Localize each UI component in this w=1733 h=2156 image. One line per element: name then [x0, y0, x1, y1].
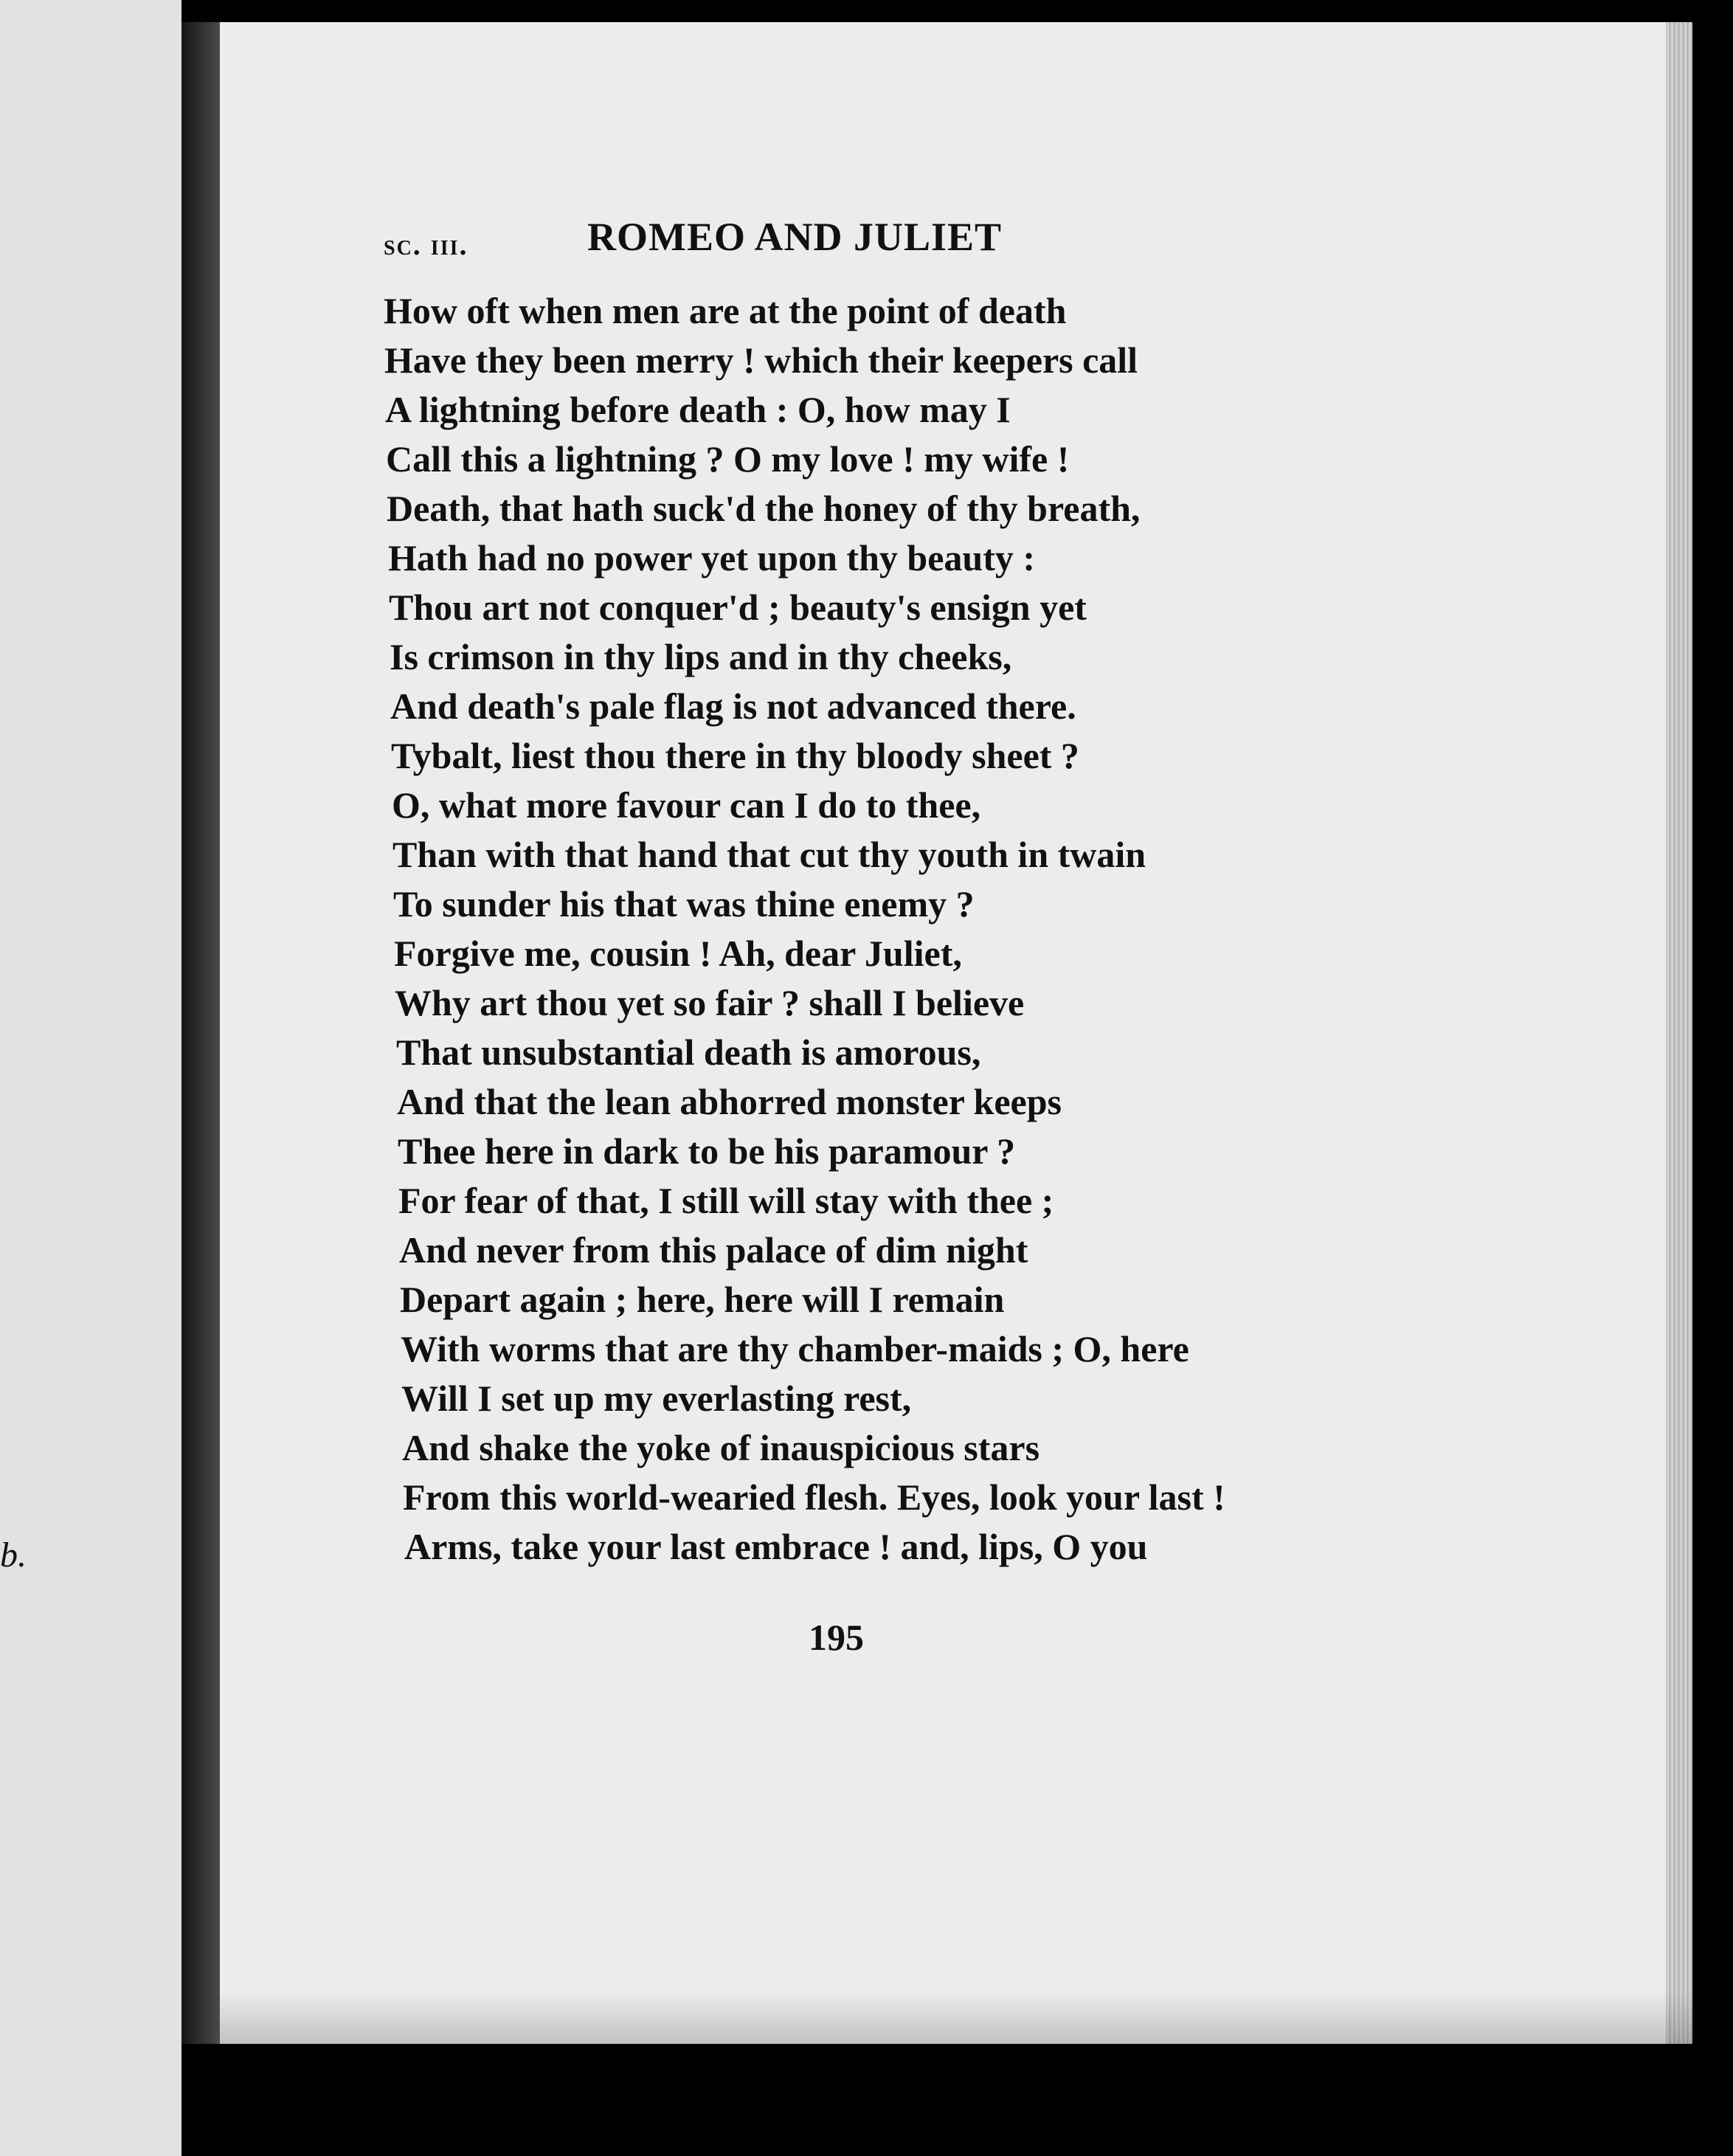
- verse-line: Thee here in dark to be his paramour ?: [398, 1130, 1016, 1172]
- scene-reference: sc. iii.: [384, 228, 468, 261]
- verse-line: And never from this palace of dim night: [399, 1229, 1028, 1271]
- verse-line: Call this a lightning ? O my love ! my wife !: [386, 438, 1070, 480]
- verse-line: Thou art not conquer'd ; beauty's ensign yet: [389, 587, 1087, 628]
- verse-block: [384, 286, 1638, 1572]
- play-title: ROMEO AND JULIET: [587, 215, 1003, 259]
- verse-line: Death, that hath suck'd the honey of thy breath,: [387, 488, 1141, 529]
- running-head: [384, 214, 1564, 266]
- left-facing-page: [0, 0, 181, 2156]
- verse-line: From this world-wearied flesh. Eyes, look your last !: [403, 1476, 1225, 1518]
- page-number: 195: [809, 1617, 864, 1658]
- verse-line: O, what more favour can I do to thee,: [392, 784, 981, 826]
- verse-line: And shake the yoke of inauspicious stars: [402, 1427, 1040, 1468]
- verse-line: Than with that hand that cut thy youth in twain: [392, 834, 1146, 875]
- verse-line: Have they been merry ! which their keepers call: [384, 339, 1138, 381]
- verse-line: How oft when men are at the point of death: [384, 290, 1067, 331]
- verse-line: Depart again ; here, here will I remain: [400, 1279, 1005, 1320]
- page-stack-edge: [1666, 22, 1692, 2044]
- verse-line: Hath had no power yet upon thy beauty :: [388, 537, 1036, 578]
- verse-line: Forgive me, cousin ! Ah, dear Juliet,: [394, 933, 962, 974]
- book-gutter: [181, 22, 220, 2044]
- verse-line: That unsubstantial death is amorous,: [396, 1032, 981, 1073]
- verse-line: Why art thou yet so fair ? shall I believe: [395, 982, 1025, 1023]
- verse-line: Tybalt, liest thou there in thy bloody sheet ?: [391, 735, 1079, 776]
- verse-line: Arms, take your last embrace ! and, lips, O you: [404, 1526, 1148, 1567]
- verse-line: For fear of that, I still will stay with thee ;: [398, 1180, 1054, 1221]
- verse-line: Will I set up my everlasting rest,: [401, 1378, 912, 1419]
- verse-line: A lightning before death : O, how may I: [385, 389, 1011, 430]
- left-page-fragment: b.: [0, 1535, 27, 1575]
- verse-line: With worms that are thy chamber-maids ; O, here: [401, 1328, 1189, 1369]
- verse-line: Is crimson in thy lips and in thy cheeks,: [390, 636, 1012, 677]
- verse-line: To sunder his that was thine enemy ?: [393, 883, 975, 925]
- verse-line: And that the lean abhorred monster keeps: [397, 1081, 1062, 1122]
- page-bottom-shadow: [220, 1992, 1692, 2044]
- verse-line: And death's pale flag is not advanced there.: [390, 685, 1076, 727]
